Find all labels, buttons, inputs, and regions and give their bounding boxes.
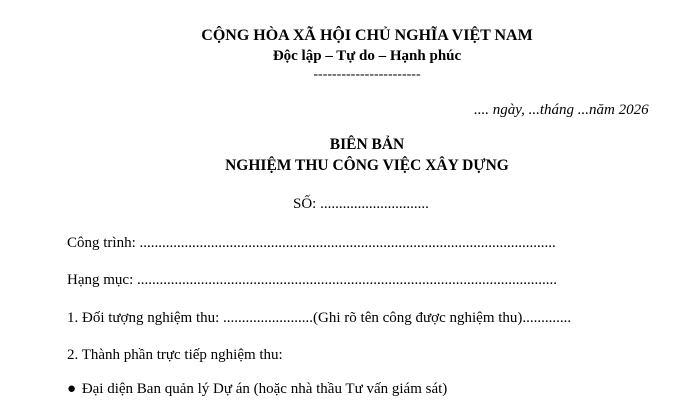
header-divider: -----------------------: [313, 67, 421, 82]
acceptance-object-field: 1. Đối tượng nghiệm thu: ........................(Ghi rõ tên công được nghiệm thu).............: [67, 310, 572, 326]
representative-item: [67, 380, 447, 398]
item-field: Hạng mục: ................................................................................................................: [67, 272, 557, 288]
national-motto: Độc lập – Tự do – Hạnh phúc: [272, 48, 462, 64]
representative-label: Đại diện Ban quản lý Dự án (hoặc nhà thầu Tư vấn giám sát): [81, 381, 448, 397]
construction-field: Công trình: ...............................................................................................................: [67, 235, 556, 251]
document-subtitle: NGHIỆM THU CÔNG VIỆC XÂY DỰNG: [225, 157, 509, 174]
document-title: BIÊN BẢN: [329, 136, 405, 153]
national-title: CỘNG HÒA XÃ HỘI CHỦ NGHĨA VIỆT NAM: [201, 27, 533, 44]
bullet-icon: ●: [67, 381, 77, 397]
document-number: SỐ: .............................: [293, 196, 429, 212]
date-line: .... ngày, ...tháng ...năm 2026: [474, 102, 649, 118]
participants-heading: 2. Thành phần trực tiếp nghiệm thu:: [67, 347, 283, 363]
